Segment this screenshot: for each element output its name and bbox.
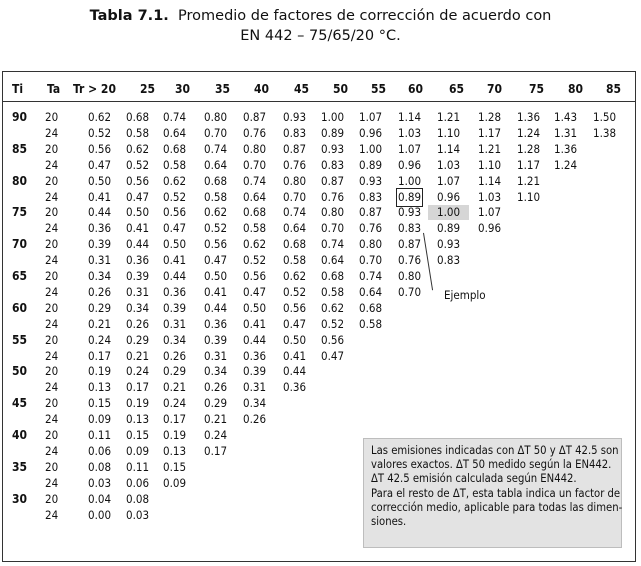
table-cell: 0.64	[204, 157, 228, 172]
table-cell: 0.31	[126, 284, 150, 299]
column-header: 75	[529, 82, 545, 96]
table-cell: 0.58	[204, 189, 228, 204]
table-cell: 0.89	[321, 125, 345, 140]
table-cell: 0.70	[398, 284, 422, 299]
ta-value: 20	[45, 300, 59, 315]
header-divider	[3, 101, 635, 102]
table-cell: 0.04	[88, 491, 112, 506]
ta-value: 24	[45, 475, 59, 490]
table-cell: 0.36	[243, 348, 267, 363]
table-cell: 1.14	[398, 110, 422, 124]
ta-value: 24	[45, 221, 59, 236]
table-cell: 0.89	[359, 157, 383, 172]
table-cell: 0.52	[243, 253, 267, 268]
note-line: corrección medio, aplicable para todas las dimen-	[371, 500, 623, 514]
table-cell: 0.47	[321, 348, 345, 363]
table-cell: 0.29	[126, 332, 150, 347]
ta-value: 20	[45, 428, 59, 442]
table-cell: 0.74	[243, 173, 267, 188]
table-cell: 0.03	[88, 475, 112, 490]
ta-value: 24	[45, 348, 59, 363]
table-cell: 0.76	[398, 253, 422, 268]
ti-value: 65	[12, 269, 28, 283]
example-shaded-cell: 1.00	[428, 205, 469, 220]
table-cell: 1.07	[359, 110, 383, 124]
table-cell: 0.68	[321, 269, 345, 283]
table-cell: 1.00	[398, 173, 422, 188]
ta-value: 20	[45, 110, 59, 124]
column-header: 35	[215, 82, 231, 96]
ti-value: 45	[12, 396, 28, 411]
ti-value: 50	[12, 364, 28, 379]
table-cell: 0.41	[283, 348, 307, 363]
table-cell: 0.44	[283, 364, 307, 379]
table-cell: 0.50	[126, 205, 150, 220]
table-cell: 0.03	[126, 507, 150, 522]
ta-value: 24	[45, 284, 59, 299]
table-cell: 0.52	[88, 125, 112, 140]
column-header: Tr > 20	[73, 82, 116, 96]
table-cell: 0.96	[398, 157, 422, 172]
table-cell: 0.62	[283, 269, 307, 283]
table-cell: 0.52	[204, 221, 228, 236]
table-cell: 0.74	[321, 237, 345, 252]
table-cell: 0.39	[163, 300, 187, 315]
table-cell: 1.43	[554, 110, 578, 124]
table-cell: 0.68	[163, 141, 187, 156]
ta-value: 20	[45, 237, 59, 252]
table-cell: 0.70	[283, 189, 307, 204]
table-caption	[0, 6, 641, 46]
table-cell: 0.29	[204, 396, 228, 411]
column-header: 80	[568, 82, 584, 96]
table-cell: 0.06	[88, 443, 112, 458]
table-cell: 0.36	[163, 284, 187, 299]
table-cell: 0.19	[163, 428, 187, 442]
table-cell: 0.44	[163, 269, 187, 283]
table-cell: 0.15	[163, 459, 187, 474]
table-cell: 0.64	[163, 125, 187, 140]
table-cell: 0.47	[283, 316, 307, 331]
table-cell: 0.50	[204, 269, 228, 283]
table-cell: 0.26	[163, 348, 187, 363]
table-cell: 0.34	[126, 300, 150, 315]
table-cell: 0.76	[243, 125, 267, 140]
column-header: 25	[140, 82, 156, 96]
ta-value: 24	[45, 507, 59, 522]
table-cell: 0.64	[283, 221, 307, 236]
table-cell: 0.89	[437, 221, 461, 236]
table-cell: 0.50	[283, 332, 307, 347]
table-cell: 0.13	[163, 443, 187, 458]
table-cell: 0.17	[163, 412, 187, 427]
ti-value: 80	[12, 173, 28, 188]
table-cell: 0.83	[321, 157, 345, 172]
table-cell: 0.64	[243, 189, 267, 204]
table-cell: 0.93	[321, 141, 345, 156]
column-header: Ti	[12, 82, 24, 96]
table-cell: 0.62	[204, 205, 228, 220]
table-cell: 1.21	[437, 110, 461, 124]
ta-value: 20	[45, 269, 59, 283]
table-cell: 0.96	[359, 125, 383, 140]
table-header-row	[3, 80, 635, 100]
column-header: Ta	[47, 82, 61, 96]
table-cell: 1.28	[517, 141, 541, 156]
ti-value: 35	[12, 459, 28, 474]
ti-value: 60	[12, 300, 28, 315]
table-cell: 0.56	[321, 332, 345, 347]
table-cell: 0.93	[359, 173, 383, 188]
ti-value: 90	[12, 110, 28, 124]
table-cell: 0.21	[163, 380, 187, 395]
ti-value: 55	[12, 332, 28, 347]
table-cell: 0.21	[204, 412, 228, 427]
table-cell: 0.76	[359, 221, 383, 236]
table-cell: 0.70	[204, 125, 228, 140]
note-line: ΔT 42.5 emisión calculada según EN442.	[371, 472, 577, 486]
column-header: 30	[175, 82, 191, 96]
table-cell: 0.17	[204, 443, 228, 458]
column-header: 40	[254, 82, 270, 96]
table-cell: 0.50	[243, 300, 267, 315]
table-cell: 1.03	[437, 157, 461, 172]
table-cell: 0.80	[283, 173, 307, 188]
ta-value: 20	[45, 459, 59, 474]
table-cell: 0.56	[204, 237, 228, 252]
table-cell: 0.39	[204, 332, 228, 347]
table-cell: 0.34	[204, 364, 228, 379]
ta-value: 20	[45, 173, 59, 188]
table-cell: 0.44	[243, 332, 267, 347]
column-header: 70	[487, 82, 503, 96]
table-cell: 0.24	[126, 364, 150, 379]
table-cell: 0.29	[163, 364, 187, 379]
table-cell: 1.24	[554, 157, 578, 172]
table-cell: 0.87	[321, 173, 345, 188]
table-cell: 0.47	[204, 253, 228, 268]
table-cell: 0.70	[321, 221, 345, 236]
table-cell: 0.52	[283, 284, 307, 299]
ti-value: 85	[12, 141, 28, 156]
table-cell: 0.39	[126, 269, 150, 283]
table-cell: 0.68	[283, 237, 307, 252]
table-cell: 0.39	[88, 237, 112, 252]
table-cell: 0.56	[88, 141, 112, 156]
table-cell: 0.09	[163, 475, 187, 490]
table-cell: 0.41	[88, 189, 112, 204]
table-cell: 1.00	[321, 110, 345, 124]
table-cell: 0.50	[88, 173, 112, 188]
table-cell: 0.41	[204, 284, 228, 299]
column-header: 55	[371, 82, 387, 96]
table-cell: 0.56	[163, 205, 187, 220]
ta-value: 20	[45, 141, 59, 156]
table-cell: 0.31	[243, 380, 267, 395]
column-header: 85	[606, 82, 622, 96]
column-header: 45	[294, 82, 310, 96]
table-cell: 0.19	[126, 396, 150, 411]
table-cell: 1.21	[517, 173, 541, 188]
table-cell: 0.44	[204, 300, 228, 315]
table-cell: 1.10	[517, 189, 541, 204]
table-cell: 1.07	[478, 205, 502, 220]
table-cell: 0.36	[283, 380, 307, 395]
table-cell: 0.31	[163, 316, 187, 331]
ta-value: 24	[45, 189, 59, 204]
ta-value: 24	[45, 253, 59, 268]
table-cell: 0.70	[243, 157, 267, 172]
table-cell: 0.44	[88, 205, 112, 220]
table-cell: 0.58	[243, 221, 267, 236]
table-cell: 0.15	[88, 396, 112, 411]
table-cell: 0.47	[243, 284, 267, 299]
table-cell: 0.83	[359, 189, 383, 204]
table-cell: 0.24	[204, 428, 228, 442]
example-boxed-cell: 0.89	[398, 189, 422, 204]
table-cell: 0.93	[283, 110, 307, 124]
table-cell: 0.52	[126, 157, 150, 172]
table-cell: 0.58	[163, 157, 187, 172]
table-cell: 1.38	[593, 125, 617, 140]
table-cell: 0.62	[163, 173, 187, 188]
table-cell: 0.36	[88, 221, 112, 236]
table-cell: 0.83	[437, 253, 461, 268]
table-cell: 0.26	[88, 284, 112, 299]
table-cell: 0.47	[163, 221, 187, 236]
ta-value: 24	[45, 412, 59, 427]
column-header: 65	[449, 82, 465, 96]
table-cell: 0.80	[359, 237, 383, 252]
table-cell: 0.26	[204, 380, 228, 395]
example-label: Ejemplo	[444, 288, 486, 302]
table-cell: 0.76	[283, 157, 307, 172]
ta-value: 20	[45, 332, 59, 347]
ta-value: 24	[45, 380, 59, 395]
ta-value: 20	[45, 205, 59, 220]
table-cell: 0.70	[359, 253, 383, 268]
table-cell: 0.34	[88, 269, 112, 283]
table-cell: 0.62	[321, 300, 345, 315]
table-cell: 0.09	[126, 443, 150, 458]
table-cell: 0.08	[88, 459, 112, 474]
table-cell: 0.21	[88, 316, 112, 331]
table-cell: 0.26	[126, 316, 150, 331]
note-line: siones.	[371, 515, 407, 529]
table-cell: 0.93	[398, 205, 422, 220]
table-cell: 0.08	[126, 491, 150, 506]
table-cell: 0.80	[321, 205, 345, 220]
table-cell: 0.11	[126, 459, 150, 474]
table-cell: 0.52	[163, 189, 187, 204]
table-cell: 0.00	[88, 507, 112, 522]
table-cell: 1.36	[517, 110, 541, 124]
table-cell: 0.50	[163, 237, 187, 252]
table-cell: 1.21	[478, 141, 502, 156]
note-box	[363, 438, 622, 548]
table-cell: 0.68	[359, 300, 383, 315]
table-cell: 1.50	[593, 110, 617, 124]
table-cell: 0.31	[88, 253, 112, 268]
table-cell: 0.80	[204, 110, 228, 124]
table-cell: 0.80	[398, 269, 422, 283]
table-cell: 1.24	[517, 125, 541, 140]
table-cell: 1.03	[398, 125, 422, 140]
ta-value: 20	[45, 491, 59, 506]
table-cell: 0.83	[398, 221, 422, 236]
table-cell: 0.17	[88, 348, 112, 363]
table-cell: 1.28	[478, 110, 502, 124]
table-cell: 0.74	[163, 110, 187, 124]
table-cell: 0.56	[126, 173, 150, 188]
table-cell: 0.96	[478, 221, 502, 236]
note-line: valores exactos. ΔT 50 medido según la EN442.	[371, 458, 612, 472]
table-cell: 1.07	[437, 173, 461, 188]
ta-value: 24	[45, 157, 59, 172]
table-cell: 0.74	[204, 141, 228, 156]
table-cell: 1.07	[398, 141, 422, 156]
table-cell: 0.87	[398, 237, 422, 252]
table-cell: 0.76	[321, 189, 345, 204]
table-cell: 0.47	[88, 157, 112, 172]
table-cell: 0.13	[88, 380, 112, 395]
table-cell: 0.93	[437, 237, 461, 252]
table-cell: 0.41	[163, 253, 187, 268]
table-cell: 0.34	[163, 332, 187, 347]
table-cell: 0.41	[243, 316, 267, 331]
table-cell: 1.36	[554, 141, 578, 156]
table-cell: 0.52	[321, 316, 345, 331]
table-cell: 1.17	[478, 125, 502, 140]
table-cell: 0.64	[321, 253, 345, 268]
table-cell: 0.58	[321, 284, 345, 299]
ta-value: 20	[45, 364, 59, 379]
table-cell: 0.31	[204, 348, 228, 363]
table-cell: 0.96	[437, 189, 461, 204]
ti-value: 40	[12, 428, 28, 442]
table-cell: 0.87	[283, 141, 307, 156]
table-cell: 0.47	[126, 189, 150, 204]
ta-value: 20	[45, 396, 59, 411]
table-cell: 1.14	[437, 141, 461, 156]
ta-value: 24	[45, 125, 59, 140]
table-cell: 0.34	[243, 396, 267, 411]
table-cell: 0.36	[204, 316, 228, 331]
table-cell: 1.14	[478, 173, 502, 188]
table-cell: 1.10	[478, 157, 502, 172]
table-cell: 0.58	[126, 125, 150, 140]
ti-value: 75	[12, 205, 28, 220]
table-cell: 0.68	[243, 205, 267, 220]
ta-value: 24	[45, 443, 59, 458]
table-cell: 0.41	[126, 221, 150, 236]
table-cell: 0.11	[88, 428, 112, 442]
note-line: Para el resto de ΔT, esta tabla indica un factor de	[371, 486, 621, 500]
column-header: 50	[333, 82, 349, 96]
note-line: Las emisiones indicadas con ΔT 50 y ΔT 42.5 son	[371, 444, 619, 457]
table-cell: 1.00	[359, 141, 383, 156]
table-cell: 1.31	[554, 125, 578, 140]
table-cell: 0.06	[126, 475, 150, 490]
table-cell: 0.19	[88, 364, 112, 379]
caption-title-line2: EN 442 – 75/65/20 °C.	[240, 28, 401, 44]
table-cell: 0.44	[126, 237, 150, 252]
table-cell: 0.58	[359, 316, 383, 331]
ti-value: 70	[12, 237, 28, 252]
table-cell: 0.74	[283, 205, 307, 220]
table-cell: 0.68	[204, 173, 228, 188]
table-cell: 0.21	[126, 348, 150, 363]
table-cell: 0.17	[126, 380, 150, 395]
table-cell: 0.36	[126, 253, 150, 268]
table-cell: 0.87	[243, 110, 267, 124]
table-cell: 0.62	[243, 237, 267, 252]
table-cell: 0.58	[283, 253, 307, 268]
table-cell: 1.17	[517, 157, 541, 172]
table-cell: 0.87	[359, 205, 383, 220]
table-cell: 0.26	[243, 412, 267, 427]
table-cell: 0.62	[126, 141, 150, 156]
table-cell: 0.15	[126, 428, 150, 442]
ta-value: 24	[45, 316, 59, 331]
table-cell: 1.03	[478, 189, 502, 204]
column-header: 60	[408, 82, 424, 96]
table-cell: 0.56	[283, 300, 307, 315]
ti-value: 30	[12, 491, 28, 506]
table-cell: 0.39	[243, 364, 267, 379]
table-cell: 0.13	[126, 412, 150, 427]
table-cell: 0.83	[283, 125, 307, 140]
table-cell: 1.10	[437, 125, 461, 140]
table-cell: 0.80	[243, 141, 267, 156]
table-cell: 0.24	[88, 332, 112, 347]
table-cell: 0.62	[88, 110, 112, 124]
table-cell: 0.09	[88, 412, 112, 427]
table-cell: 0.68	[126, 110, 150, 124]
table-cell: 0.24	[163, 396, 187, 411]
caption-label: Tabla 7.1.	[89, 8, 169, 24]
table-cell: 0.29	[88, 300, 112, 315]
table-cell: 0.56	[243, 269, 267, 283]
caption-title-line1: Promedio de factores de corrección de acuerdo con	[178, 8, 552, 24]
table-cell: 0.64	[359, 284, 383, 299]
table-cell: 0.74	[359, 269, 383, 283]
